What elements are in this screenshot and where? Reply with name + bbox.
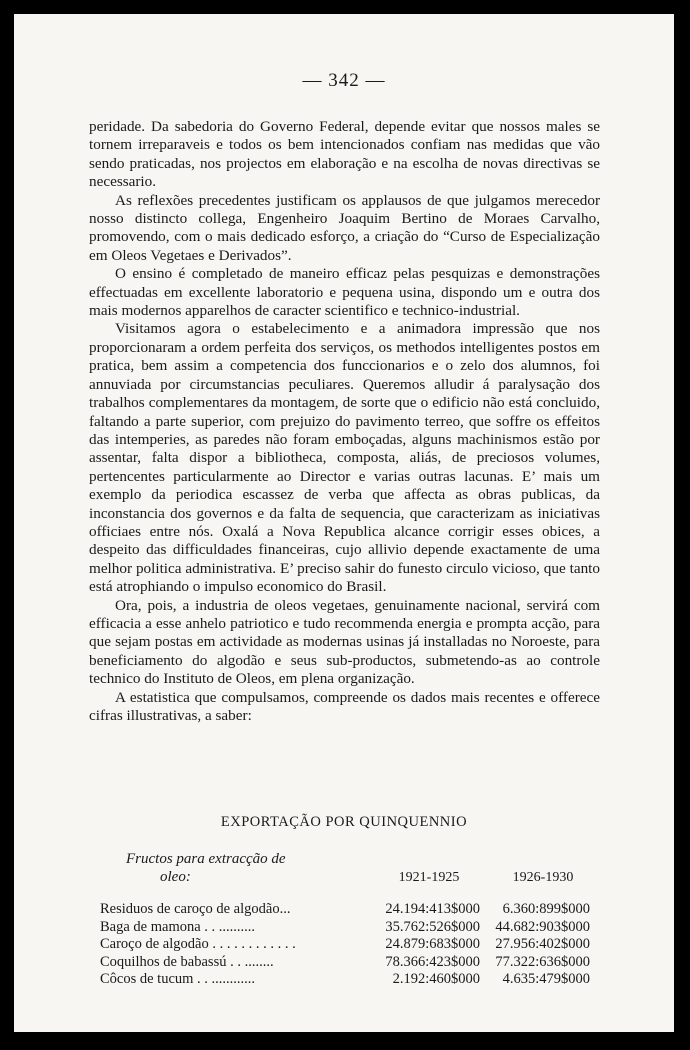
paragraph-4: Visitamos agora o estabelecimento e a animadora impressão que nos proporcionaram a ordem perfeita dos serviços, os methodos intelligentes postos em pratica, bem assim a competencia dos funccionarios e o zelo dos alumnos, foi annuviada por circumstancias peculiares. Queremos alludir á paralysação dos trabalhos complementares da montagem, de sorte que o edificio não está concluido, faltando a parte superior, com prejuizo do pavimento terreo, que soffre os effeitos das intemperies, as paredes não foram emboçadas, alguns machinismos estão por assentar, falta dispor a bibliotheca, composta, aliás, de preciosos volumes, pertencentes particularmente ao Director e varias outras lacunas. E’ mais um exemplo da periodica escassez de verba que affecta as obras publicas, da inconstancia dos governos e da falta de sequencia, que caracterizam as iniciativas officiaes entre nós. Oxalá a Nova Republica alcance corrigir esses obices, a despeito das difficuldades financeiras, cujo allivio depende exactamente de uma melhor politica administrativa. E’ preciso sahir do funesto circulo vicioso, que tanto está atrophiando o impulso economico do Brasil. xyxy=(89,320,600,596)
row-label: Côcos de tucum . . ............ xyxy=(100,971,256,987)
row-label: Baga de mamona . . .......... xyxy=(100,918,256,935)
table-row xyxy=(100,936,600,954)
page-number: — 342 — xyxy=(302,70,386,91)
value-1926-1930: 44.682:903$000 xyxy=(495,918,590,935)
value-1921-1925: 24.194:413$000 xyxy=(385,901,480,917)
paragraph-1: peridade. Da sabedoria do Governo Federal, depende evitar que nossos males se tornem irreparaveis e todos os bem intencionados confiam nas medidas que vão sendo praticadas, nos projectos em elaboração e na escolha de novas directivas se necessario. xyxy=(89,118,600,191)
value-1926-1930: 6.360:899$000 xyxy=(502,901,590,917)
table-row xyxy=(100,954,600,972)
document-page xyxy=(14,14,674,1032)
paragraph-2: As reflexões precedentes justificam os applausos de que julgamos merecedor nosso distincto collega, Engenheiro Joaquim Bertino de Moraes Carvalho, promovendo, com o mais dedicado esforço, a criação do “Curso de Especialização em Oleos Vegetaes e Derivados”. xyxy=(89,191,600,264)
body-text xyxy=(89,118,600,725)
value-1921-1925: 2.192:460$000 xyxy=(392,971,480,987)
table-title: EXPORTAÇÃO POR QUINQUENNIO xyxy=(220,814,468,830)
column-header-1921-1925: 1921-1925 xyxy=(398,870,460,885)
value-1921-1925: 24.879:683$000 xyxy=(385,936,480,952)
row-label: Caroço de algodão . . . . . . . . . . . . xyxy=(100,936,296,952)
row-label: Residuos de caroço de algodão... xyxy=(100,901,291,917)
table-row xyxy=(100,919,600,937)
value-1926-1930: 4.635:479$000 xyxy=(502,971,590,987)
column-header-1926-1930: 1926-1930 xyxy=(512,870,574,885)
row-header-line-1: Fructos para extracção de xyxy=(126,851,286,867)
value-1926-1930: 27.956:402$000 xyxy=(495,936,590,952)
paragraph-5: Ora, pois, a industria de oleos vegetaes, genuinamente nacional, servirá com efficacia a esse anhelo patriotico e tudo recommenda energia e prompta acção, para que sejam postas em actividade as modernas usinas já installadas no Noroeste, para beneficiamento do algodão e seus sub-productos, submetendo-as ao controle technico do Instituto de Oleos, em plena organização. xyxy=(89,596,600,688)
paragraph-6: A estatistica que compulsamos, compreende os dados mais recentes e offerece cifras illustrativas, a saber: xyxy=(89,688,600,724)
table-row xyxy=(100,901,600,919)
value-1921-1925: 78.366:423$000 xyxy=(385,953,480,970)
paragraph-3: O ensino é completado de maneiro efficaz pelas pesquizas e demonstrações effectuadas em excellente laboratorio e pequena usina, dispondo um e outra dos mais modernos apparelhos de caracter scientifico e technico-industrial. xyxy=(89,265,600,320)
row-header-line-2: oleo: xyxy=(160,869,191,885)
table-row-header-label xyxy=(126,850,366,886)
row-label: Coquilhos de babassú . . ........ xyxy=(100,953,274,970)
table-body xyxy=(100,901,600,989)
value-1926-1930: 77.322:636$000 xyxy=(495,953,590,970)
table-row xyxy=(100,971,600,989)
value-1921-1925: 35.762:526$000 xyxy=(385,918,480,935)
